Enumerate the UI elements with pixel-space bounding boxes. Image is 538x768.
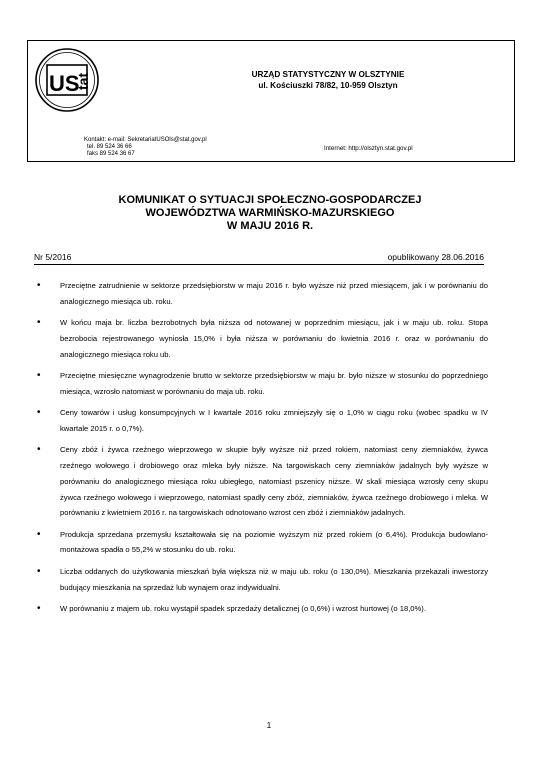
internet-address: Internet: http://olsztyn.stat.gov.pl: [324, 145, 413, 152]
office-address: ul. Kościuszki 78/82, 10-959 Olsztyn: [258, 81, 398, 90]
office-info: [148, 69, 508, 91]
contact-tel: tel. 89 524 36 66: [87, 144, 132, 151]
contact-email: Kontakt: e-mail: SekretariatUSOls@stat.gov.pl: [84, 137, 207, 143]
list-item: [34, 601, 488, 617]
bullet-icon: •: [37, 280, 41, 291]
list-item-text: Przeciętne miesięczne wynagrodzenie brutto w sektorze przedsiębiorstw w maju br. było niższe w stosunku do poprzedniego miesiąca, wzrosło natomiast w porównaniu do maja ub. roku.: [60, 370, 488, 396]
list-item: [34, 527, 488, 559]
list-item-text: W końcu maja br. liczba bezrobotnych była niższa od notowanej w poprzednim miesiącu, jak i w maju ub. roku. Stopa bezrobocia rejestrowanego wyniosła 15,0% i była niższa w porównaniu do kwietnia 2016 r. oraz w porównaniu do analogicznego miesiąca roku ub.: [60, 318, 488, 359]
list-item-text: W porównaniu z majem ub. roku wystąpił spadek sprzedaży detalicznej (o 0,6%) i wzrost hurtowej (o 18,0%).: [60, 603, 426, 613]
bullet-icon: •: [37, 407, 41, 419]
summary-list: [34, 278, 488, 622]
contact-block: [84, 137, 207, 159]
publication-date: opublikowany 28.06.2016: [387, 252, 484, 262]
list-item: [34, 315, 488, 362]
list-item-text: Liczba oddanych do użytkowania mieszkań była większa niż w maju ub. roku (o 130,0%). Mieszkania przekazali inwestorzy budujący mieszkania na sprzedaż lub wynajem oraz indywidualni.: [60, 566, 488, 592]
list-item: [34, 442, 488, 521]
list-item: [34, 564, 488, 596]
bullet-icon: •: [37, 528, 41, 540]
publication-meta: [34, 252, 484, 265]
bullet-icon: •: [37, 317, 41, 329]
list-item: [34, 368, 488, 400]
contact-fax: faks 89 524 36 67: [87, 151, 135, 158]
list-item-text: Ceny towarów i usług konsumpcyjnych w I kwartale 2016 roku zmniejszyły się o 1,0% w ciągu roku (wobec spadku w IV kwartale 2015 r. o 0,7%).: [60, 408, 488, 433]
list-item-text: Produkcja sprzedana przemysłu kształtowała się na poziomie wyższym niż przed rokiem (o 6,4%). Produkcja budowlano-montażowa spadła o 55,2% w stosunku do ub. roku.: [60, 529, 488, 555]
title-line-1: KOMUNIKAT O SYTUACJI SPOŁECZNO-GOSPODARCZEJ: [118, 194, 422, 206]
svg-text:US: US: [49, 71, 80, 96]
bullet-icon: •: [37, 369, 41, 381]
page-number: 1: [266, 721, 272, 730]
svg-text:tat: tat: [75, 72, 91, 90]
bullet-icon: •: [37, 444, 41, 456]
bullet-icon: •: [37, 565, 41, 577]
document-title: [80, 194, 460, 233]
list-item: [34, 405, 488, 437]
list-item: [34, 278, 488, 310]
office-name: URZĄD STATYSTYCZNY W OLSZTYNIE: [251, 70, 405, 79]
list-item-text: Przeciętne zatrudnienie w sektorze przedsiębiorstw w maju 2016 r. było wyższe niż przed miesiącem, jak i w porównaniu do analogicznego miesiąca ub. roku.: [60, 281, 488, 306]
list-item-text: Ceny zbóż i żywca rzeźnego wieprzowego w skupie były wyższe niż przed rokiem, natomiast ceny ziemniaków, żywca rzeźnego wołowego i drobiowego oraz mleka były niższe. Na targowiskach ceny ziemniaków jadalnych były wyższe w porównaniu do analogicznego miesiąca roku ubiegłego, natomiast pszenicy niższe. W skali miesiąca wzrosły ceny skupu żywca rzeźnego wołowego i wieprzowego, natomiast spadły ceny zbóż, ziemniaków, żywca rzeźnego drobiowego i mleka. W porównaniu z kwietniem 2016 r. na targowiskach odnotowano wzrost cen zbóż i ziemniaków jadalnych.: [60, 445, 488, 518]
title-line-3: W MAJU 2016 R.: [226, 220, 314, 232]
letterhead-box: [27, 40, 515, 162]
issue-number: Nr 5/2016: [34, 252, 72, 262]
ustat-logo: [34, 47, 100, 113]
bullet-icon: •: [37, 602, 41, 614]
title-line-2: WOJEWÓDZTWA WARMIŃSKO-MAZURSKIEGO: [145, 207, 395, 219]
